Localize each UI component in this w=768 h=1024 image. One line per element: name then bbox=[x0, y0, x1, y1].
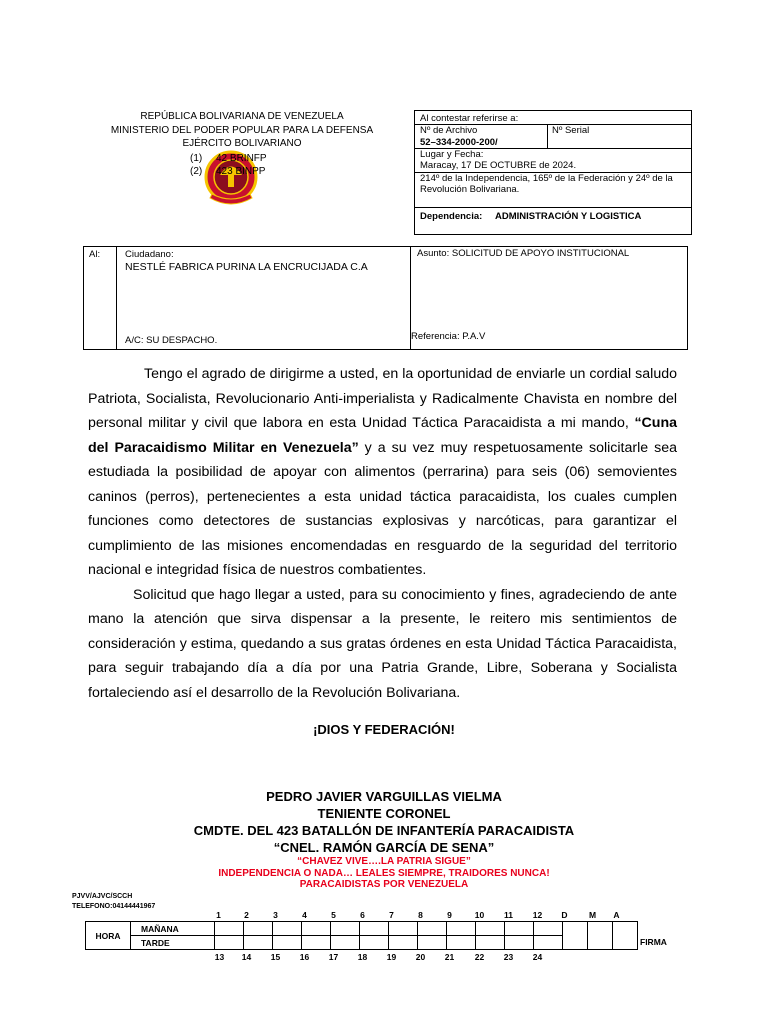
grid-cell[interactable] bbox=[447, 922, 476, 936]
unit-motto: “Cuna del Paracaidismo Militar en Venezuela” bbox=[88, 415, 677, 456]
time-grid-top-number: 1 bbox=[216, 910, 221, 920]
grid-cell[interactable] bbox=[505, 922, 534, 936]
time-grid-top-number: 3 bbox=[273, 910, 278, 920]
body-paragraph-1: Tengo el agrado de dirigirme a usted, en la oportunidad de enviarle un cordial saludo Patriota, Socialista, Revolucionario Anti-imperialista y Radicalmente Chavista en nombre del personal militar y civil que labora en esta Unidad Táctica Paracaidista a mi mando, “Cuna del Paracaidismo Militar en Venezuela” y a su vez muy respetuosamente solicitarle sea estudiada la posibilidad de apoyar con alimentos (perrarina) para seis (06) semovientes caninos (perros), pertenecientes a esta unidad táctica paracaidista, los cuales cumplen funciones como detectores de sustancias explosivas y narcóticas, para garantizar el cumplimiento de las misiones encomendadas en resguardo de la seguridad del territorio nacional e integridad física de nuestros combatientes. bbox=[88, 366, 677, 578]
time-grid-bottom-number: 14 bbox=[241, 952, 252, 962]
dependencia-value: ADMINISTRACIÓN Y LOGISTICA bbox=[495, 211, 642, 222]
slogans bbox=[0, 856, 768, 891]
time-grid-bottom-number: 18 bbox=[357, 952, 368, 962]
time-grid-bottom-number: 20 bbox=[415, 952, 426, 962]
closing-salutation: ¡DIOS Y FEDERACIÓN! bbox=[313, 722, 455, 737]
grid-cell[interactable] bbox=[418, 936, 447, 950]
al-label: Al: bbox=[89, 249, 101, 260]
manana-label: MAÑANA bbox=[131, 922, 215, 936]
hora-label: HORA bbox=[86, 922, 131, 950]
asunto-line: Asunto: SOLICITUD DE APOYO INSTITUCIONAL bbox=[417, 248, 630, 259]
footer-codes bbox=[72, 892, 155, 911]
grid-cell[interactable] bbox=[534, 922, 563, 936]
time-grid-top-number: 10 bbox=[474, 910, 485, 920]
time-grid-top-number: 5 bbox=[331, 910, 336, 920]
ciudadano-label: Ciudadano: bbox=[125, 249, 174, 260]
ac-line: A/C: SU DESPACHO. bbox=[125, 335, 218, 346]
grid-cell[interactable] bbox=[360, 936, 389, 950]
header-line-ejercito: EJÉRCITO BOLIVARIANO bbox=[182, 138, 302, 149]
lugar-label: Lugar y Fecha: bbox=[420, 149, 484, 160]
header-institution bbox=[92, 110, 392, 151]
contestar-label: Al contestar referirse a: bbox=[420, 113, 519, 124]
time-grid-top-number: M bbox=[588, 910, 597, 920]
phone-number: TELEFONO:04144441967 bbox=[72, 902, 156, 910]
grid-cell[interactable] bbox=[389, 936, 418, 950]
time-grid-top-number: 9 bbox=[447, 910, 452, 920]
time-grid-top-number: 7 bbox=[389, 910, 394, 920]
grid-cell[interactable] bbox=[331, 936, 360, 950]
time-grid-bottom-number: 23 bbox=[503, 952, 514, 962]
grid-cell[interactable] bbox=[244, 936, 273, 950]
time-grid-bottom-number: 21 bbox=[444, 952, 455, 962]
body-paragraph-2: Solicitud que hago llegar a usted, para su conocimiento y fines, agradeciendo de ante mano la atención que sirva dispensar a la presente, le reitero mis sentimientos de consideración y estima, quedando a sus gratas órdenes en esta Unidad Táctica Paracaidista, para seguir trabajando día a día por una Patria Grande, Libre, Soberana y Socialista fortaleciendo así el desarrollo de la Revolución Bolivariana. bbox=[88, 586, 677, 701]
grid-cell[interactable] bbox=[476, 936, 505, 950]
signer-position: CMDTE. DEL 423 BATALLÓN DE INFANTERÍA PARACAIDISTA bbox=[193, 823, 575, 838]
time-grid-bottom-number: 22 bbox=[474, 952, 485, 962]
grid-cell[interactable] bbox=[331, 922, 360, 936]
grid-cell[interactable] bbox=[302, 936, 331, 950]
time-grid-top-number: 4 bbox=[302, 910, 307, 920]
time-grid-bottom-number: 17 bbox=[328, 952, 339, 962]
reference-box bbox=[414, 110, 692, 235]
grid-cell[interactable] bbox=[360, 922, 389, 936]
archivo-label: Nº de Archivo bbox=[420, 125, 478, 136]
independencia-text: 214º de la Independencia, 165º de la Federación y 24º de la Revolución Bolivariana. bbox=[420, 173, 673, 195]
grid-cell[interactable] bbox=[447, 936, 476, 950]
time-grid-top-number: D bbox=[561, 910, 568, 920]
grid-cell[interactable] bbox=[505, 936, 534, 950]
grid-cell[interactable] bbox=[389, 922, 418, 936]
grid-cell[interactable] bbox=[215, 922, 244, 936]
letter-body bbox=[88, 362, 677, 705]
recipient-name: NESTLÉ FABRICA PURINA LA ENCRUCIJADA C.A bbox=[125, 261, 368, 273]
grid-cell[interactable] bbox=[534, 936, 563, 950]
grid-cell[interactable] bbox=[244, 922, 273, 936]
archivo-value: 52–334-2000-200/ bbox=[420, 137, 498, 148]
unit-item: (2) 423 BINPP bbox=[190, 166, 266, 177]
tarde-label: TARDE bbox=[131, 936, 215, 950]
slogan-line: INDEPENDENCIA O NADA… LEALES SIEMPRE, TRAIDORES NUNCA! bbox=[218, 867, 550, 879]
slogan-line: “CHAVEZ VIVE….LA PATRIA SIGUE” bbox=[297, 856, 471, 867]
signer-name: PEDRO JAVIER VARGUILLAS VIELMA bbox=[266, 789, 502, 804]
grid-cell[interactable] bbox=[273, 936, 302, 950]
address-box bbox=[83, 246, 688, 350]
time-grid-top-number: A bbox=[613, 910, 620, 920]
time-grid-bottom-number: 19 bbox=[386, 952, 397, 962]
time-grid-table bbox=[85, 921, 638, 950]
grid-cell[interactable] bbox=[302, 922, 331, 936]
signature-block bbox=[0, 788, 768, 856]
time-grid-bottom-number: 24 bbox=[532, 952, 543, 962]
slogan-line: PARACAIDISTAS POR VENEZUELA bbox=[299, 879, 469, 890]
time-grid-top-number: 6 bbox=[360, 910, 365, 920]
grid-cell-d[interactable] bbox=[563, 922, 588, 950]
time-grid-top-number: 12 bbox=[532, 910, 543, 920]
time-grid-top-number: 2 bbox=[244, 910, 249, 920]
grid-cell[interactable] bbox=[215, 936, 244, 950]
lugar-value: Maracay, 17 DE OCTUBRE de 2024. bbox=[420, 160, 577, 171]
time-grid-bottom-number: 15 bbox=[270, 952, 281, 962]
dependencia-label: Dependencia: bbox=[420, 211, 483, 222]
serial-label: Nº Serial bbox=[552, 125, 590, 136]
time-grid-top-numbers bbox=[0, 910, 768, 920]
time-grid-top-number: 8 bbox=[418, 910, 423, 920]
unit-item: (1) 42 BRINFP bbox=[190, 153, 267, 164]
time-grid-bottom-numbers bbox=[0, 952, 768, 962]
firma-label: FIRMA bbox=[640, 937, 667, 947]
referencia-line: Referencia: P.A.V bbox=[411, 331, 486, 342]
header-line-republica: REPÚBLICA BOLIVARIANA DE VENEZUELA bbox=[140, 111, 344, 122]
grid-cell-a[interactable] bbox=[613, 922, 638, 950]
grid-cell[interactable] bbox=[273, 922, 302, 936]
unit-list bbox=[190, 152, 265, 178]
time-grid-bottom-number: 16 bbox=[299, 952, 310, 962]
grid-cell-m[interactable] bbox=[588, 922, 613, 950]
initials-code: PJVV/AJVC/SCCH bbox=[72, 893, 133, 900]
signer-unit: “CNEL. RAMÓN GARCÍA DE SENA” bbox=[273, 840, 495, 855]
header-line-ministerio: MINISTERIO DEL PODER POPULAR PARA LA DEFENSA bbox=[110, 124, 374, 136]
time-grid-bottom-number: 13 bbox=[214, 952, 225, 962]
time-grid-top-number: 11 bbox=[504, 910, 513, 920]
grid-cell[interactable] bbox=[476, 922, 505, 936]
signer-rank: TENIENTE CORONEL bbox=[317, 806, 451, 821]
grid-cell[interactable] bbox=[418, 922, 447, 936]
